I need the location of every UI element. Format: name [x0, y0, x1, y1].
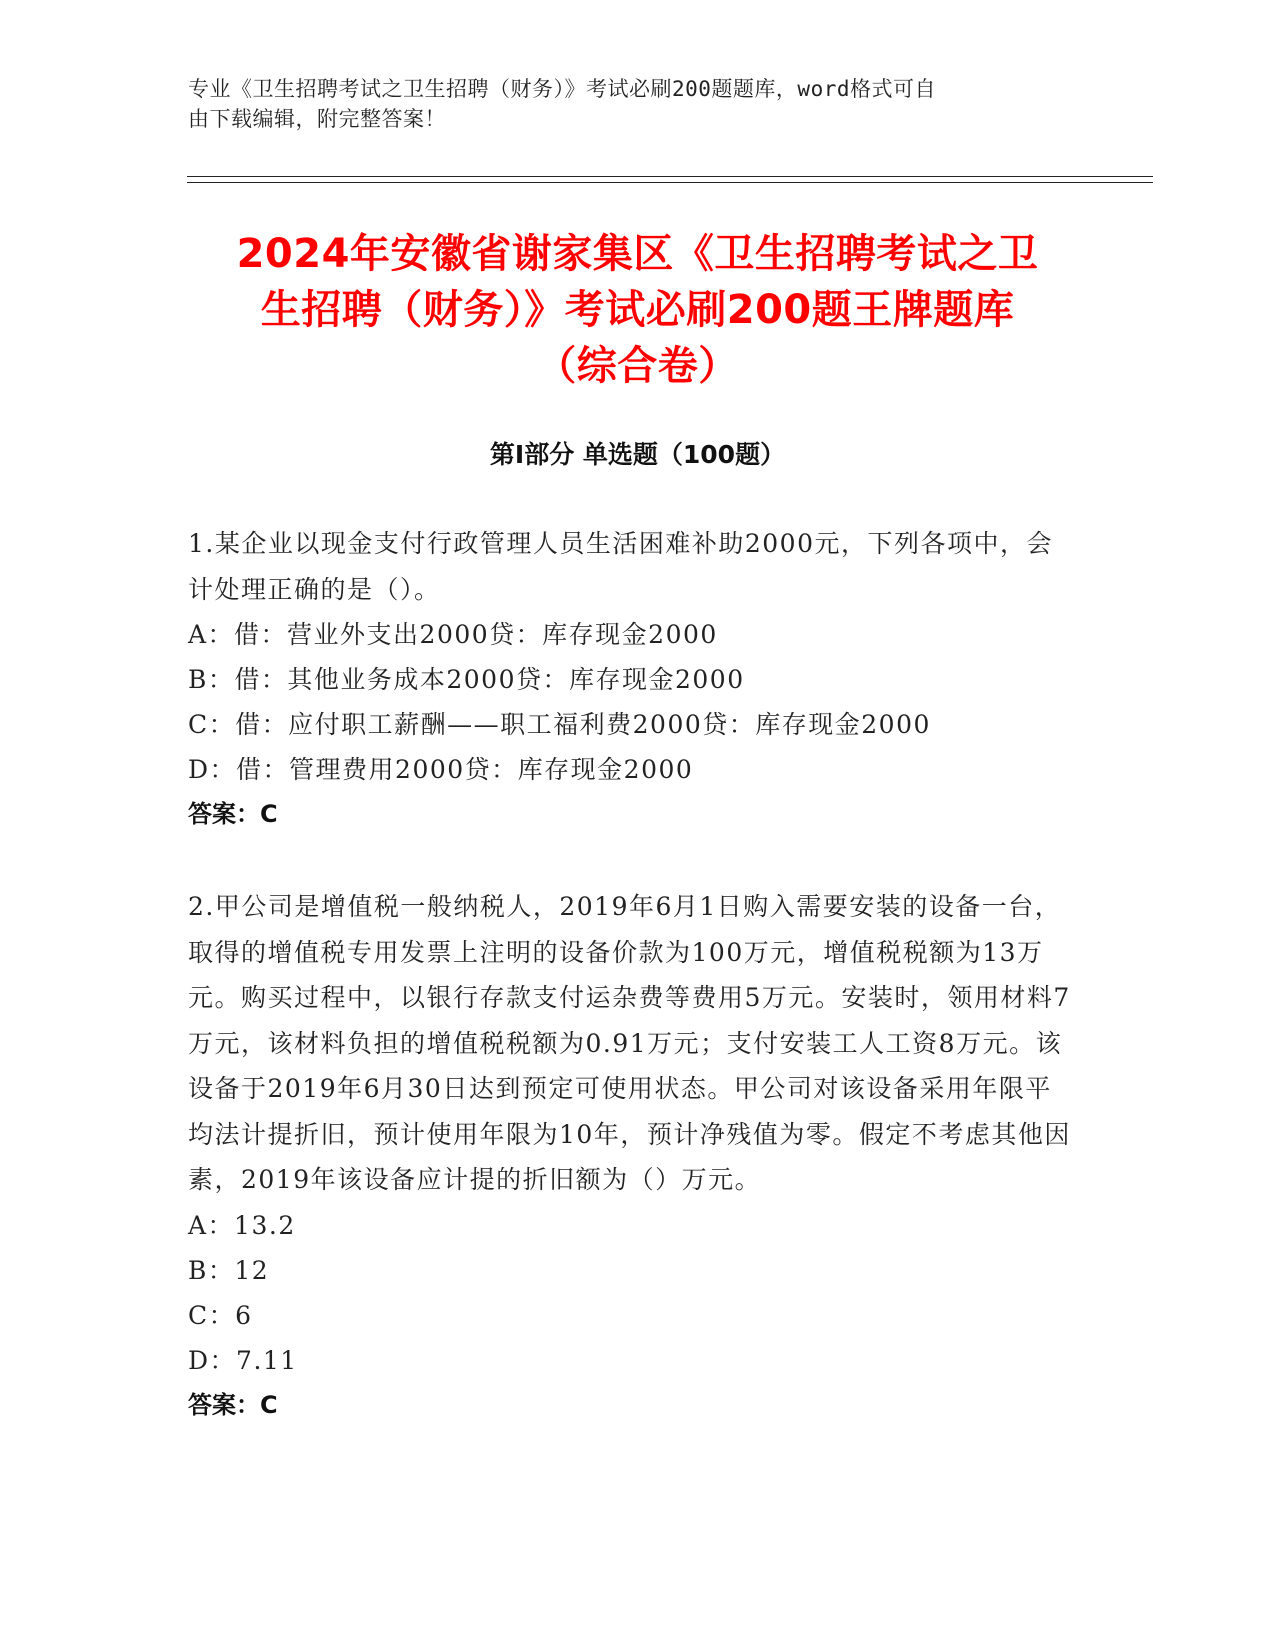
option-c: C：借：应付职工薪酬——职工福利费2000贷：库存现金2000 — [188, 710, 931, 739]
question-stem: 2.甲公司是增值税一般纳税人，2019年6月1日购入需要安装的设备一台，取得的增值税专用发票上注明的设备价款为100万元，增值税税额为13万元。购买过程中，以银行存款支付运杂费等费用5万元。安装时，领用材料7万元，该材料负担的增值税税额为0.91万元；支付安装工人工资8万元。该设备于2019年6月30日达到预定可使用状态。甲公司对该设备采用年限平均法计提折旧，预计使用年限为10年，预计净残值为零。假定不考虑其他因素，2019年该设备应计提的折旧额为（）万元。 — [188, 892, 1071, 1194]
document-title-line-2: 生招聘（财务）》考试必刷200题王牌题库 — [260, 287, 1015, 333]
option-a: A：13.2 — [188, 1210, 296, 1240]
header-divider-top — [187, 176, 1153, 177]
document-title-line-3: （综合卷） — [536, 343, 739, 389]
question-stem: 1.某企业以现金支付行政管理人员生活困难补助2000元，下列各项中，会计处理正确的是（）。 — [188, 529, 1053, 604]
header-note — [188, 74, 1068, 134]
question-2 — [188, 884, 1078, 1428]
option-b: B：12 — [188, 1255, 270, 1285]
option-c: C：6 — [188, 1300, 253, 1330]
header-divider-bottom — [187, 182, 1153, 183]
answer: 答案：C — [188, 1390, 278, 1419]
document-title-line-1: 2024年安徽省谢家集区《卫生招聘考试之卫 — [236, 231, 1039, 277]
header-note-line-1: 专业《卫生招聘考试之卫生招聘（财务）》考试必刷200题题库，word格式可自 — [188, 77, 936, 101]
document-title — [170, 226, 1105, 394]
option-d: D：借：管理费用2000贷：库存现金2000 — [188, 755, 694, 784]
option-a: A：借：营业外支出2000贷：库存现金2000 — [188, 620, 718, 649]
option-b: B：借：其他业务成本2000贷：库存现金2000 — [188, 665, 745, 694]
answer: 答案：C — [188, 800, 278, 828]
header-note-line-2: 由下载编辑，附完整答案！ — [188, 107, 446, 131]
section-title: 第Ⅰ部分 单选题（100题） — [489, 440, 786, 469]
question-1 — [188, 521, 1078, 837]
option-d: D：7.11 — [188, 1345, 298, 1375]
